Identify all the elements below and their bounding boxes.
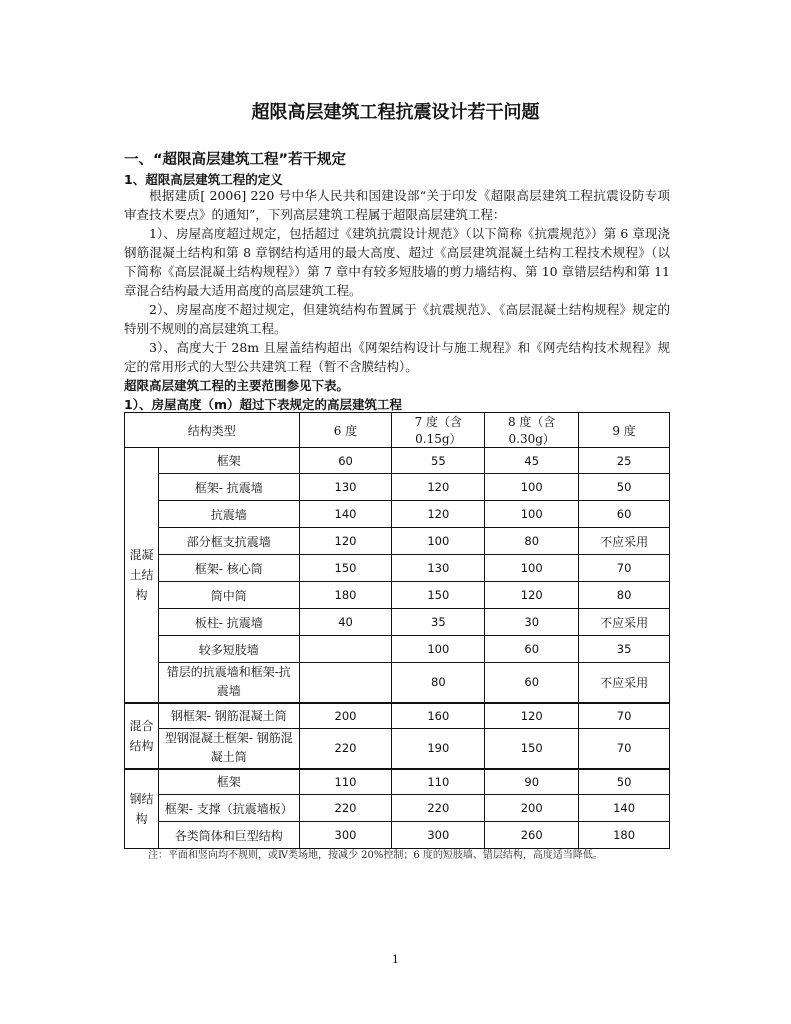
value-cell: 120 [485, 582, 579, 609]
table-header-row [125, 413, 670, 448]
value-cell: 150 [485, 729, 579, 769]
table-row [125, 795, 670, 822]
value-cell: 150 [392, 582, 485, 609]
value-cell: 100 [485, 474, 579, 501]
table-row [125, 703, 670, 729]
table-row [125, 501, 670, 528]
value-cell: 50 [579, 474, 670, 501]
table-row [125, 822, 670, 849]
value-cell [299, 636, 392, 663]
group-steel: 钢结构 [125, 769, 159, 849]
value-cell: 60 [485, 636, 579, 663]
value-cell: 120 [485, 703, 579, 729]
value-cell: 55 [392, 448, 485, 474]
height-limit-table [124, 412, 670, 849]
table-row [125, 528, 670, 555]
table-row [125, 636, 670, 663]
value-cell: 120 [299, 528, 392, 555]
group-concrete: 混凝土结构 [125, 448, 159, 703]
value-cell: 70 [579, 555, 670, 582]
value-cell: 35 [392, 609, 485, 636]
table-row [125, 582, 670, 609]
paragraph-item-2: 2）、房屋高度不超过规定，但建筑结构布置属于《抗震规范》、《高层混凝土结构规程》规定的特别不规则的高层建筑工程。 [124, 302, 670, 336]
value-cell: 300 [392, 822, 485, 849]
structure-type: 筒中筒 [158, 582, 299, 609]
header-intensity-8: 8 度（含 0.30g） [485, 413, 579, 448]
value-cell: 100 [485, 501, 579, 528]
value-cell: 160 [392, 703, 485, 729]
group-mixed: 混合结构 [125, 703, 159, 769]
subsection-heading: 1、超限高层建筑工程的定义 [124, 172, 283, 187]
paragraph-item-1: 1）、房屋高度超过规定，包括超过《建筑抗震设计规范》（以下简称《抗震规范》）第 6 章现浇钢筋混凝土结构和第 8 章钢结构适用的最大高度、超过《高层建筑混凝土结构工程技术规程》（以下简称《高层混凝土结构规程》）第 7 章中有较多短肢墙的剪力墙结构、第 10 章错层结构和第 11 章混合结构最大适用高度的高层建筑工程。 [124, 226, 670, 298]
value-cell: 200 [485, 795, 579, 822]
value-cell: 不应采用 [579, 663, 670, 703]
value-cell: 35 [579, 636, 670, 663]
value-cell: 110 [392, 769, 485, 795]
value-cell: 60 [299, 448, 392, 474]
value-cell: 80 [392, 663, 485, 703]
table-row [125, 729, 670, 769]
value-cell: 100 [392, 528, 485, 555]
table-row [125, 448, 670, 474]
table-row [125, 609, 670, 636]
value-cell: 130 [299, 474, 392, 501]
value-cell: 260 [485, 822, 579, 849]
header-intensity-9: 9 度 [579, 413, 670, 448]
value-cell: 不应采用 [579, 609, 670, 636]
structure-type: 框架 [158, 769, 299, 795]
document-title: 超限高层建筑工程抗震设计若干问题 [251, 102, 540, 123]
value-cell: 70 [579, 703, 670, 729]
table-row [125, 663, 670, 703]
structure-type: 框架 [158, 448, 299, 474]
section-heading: 一、“超限高层建筑工程”若干规定 [124, 152, 347, 168]
value-cell: 190 [392, 729, 485, 769]
structure-type: 框架- 核心筒 [158, 555, 299, 582]
structure-type: 错层的抗震墙和框架-抗震墙 [158, 663, 299, 703]
structure-type: 较多短肢墙 [158, 636, 299, 663]
value-cell: 90 [485, 769, 579, 795]
value-cell: 220 [299, 795, 392, 822]
value-cell: 45 [485, 448, 579, 474]
value-cell: 30 [485, 609, 579, 636]
value-cell: 120 [392, 501, 485, 528]
structure-type: 框架- 抗震墙 [158, 474, 299, 501]
table-row [125, 769, 670, 795]
range-heading: 超限高层建筑工程的主要范围参见下表。 [124, 378, 350, 393]
header-intensity-6: 6 度 [299, 413, 392, 448]
value-cell: 110 [299, 769, 392, 795]
paragraph-item-3: 3）、高度大于 28m 且屋盖结构超出《网架结构设计与施工规程》和《网壳结构技术规程》规定的常用形式的大型公共建筑工程（暂不含膜结构）。 [124, 340, 670, 374]
value-cell: 300 [299, 822, 392, 849]
structure-type: 型钢混凝土框架- 钢筋混凝土筒 [158, 729, 299, 769]
value-cell: 100 [485, 555, 579, 582]
value-cell: 40 [299, 609, 392, 636]
value-cell: 220 [392, 795, 485, 822]
value-cell: 60 [485, 663, 579, 703]
header-structure-type: 结构类型 [125, 413, 300, 448]
structure-type: 部分框支抗震墙 [158, 528, 299, 555]
value-cell: 80 [485, 528, 579, 555]
value-cell: 25 [579, 448, 670, 474]
value-cell: 180 [299, 582, 392, 609]
structure-type: 抗震墙 [158, 501, 299, 528]
value-cell: 120 [392, 474, 485, 501]
value-cell: 200 [299, 703, 392, 729]
value-cell: 100 [392, 636, 485, 663]
table-note: 注：平面和竖向均不规则，或Ⅳ类场地，按减少 20%控制；6 度的短肢墙、错层结构，高度适当降低。 [148, 850, 603, 861]
table-row [125, 474, 670, 501]
value-cell: 130 [392, 555, 485, 582]
value-cell: 不应采用 [579, 528, 670, 555]
structure-type: 钢框架- 钢筋混凝土筒 [158, 703, 299, 729]
value-cell: 50 [579, 769, 670, 795]
value-cell: 220 [299, 729, 392, 769]
value-cell: 140 [299, 501, 392, 528]
page-number: 1 [392, 953, 399, 966]
structure-type: 框架- 支撑（抗震墙板） [158, 795, 299, 822]
value-cell [299, 663, 392, 703]
value-cell: 150 [299, 555, 392, 582]
structure-type: 各类筒体和巨型结构 [158, 822, 299, 849]
structure-type: 板柱- 抗震墙 [158, 609, 299, 636]
table-heading: 1）、房屋高度（m）超过下表规定的高层建筑工程 [124, 397, 402, 412]
paragraph-intro: 根据建质[ 2006] 220 号中华人民共和国建设部“关于印发《超限高层建筑工程抗震设防专项审查技术要点》的通知”，下列高层建筑工程属于超限高层建筑工程： [124, 188, 670, 222]
table-row [125, 555, 670, 582]
value-cell: 60 [579, 501, 670, 528]
value-cell: 80 [579, 582, 670, 609]
header-intensity-7: 7 度（含 0.15g） [392, 413, 485, 448]
value-cell: 140 [579, 795, 670, 822]
value-cell: 180 [579, 822, 670, 849]
value-cell: 70 [579, 729, 670, 769]
